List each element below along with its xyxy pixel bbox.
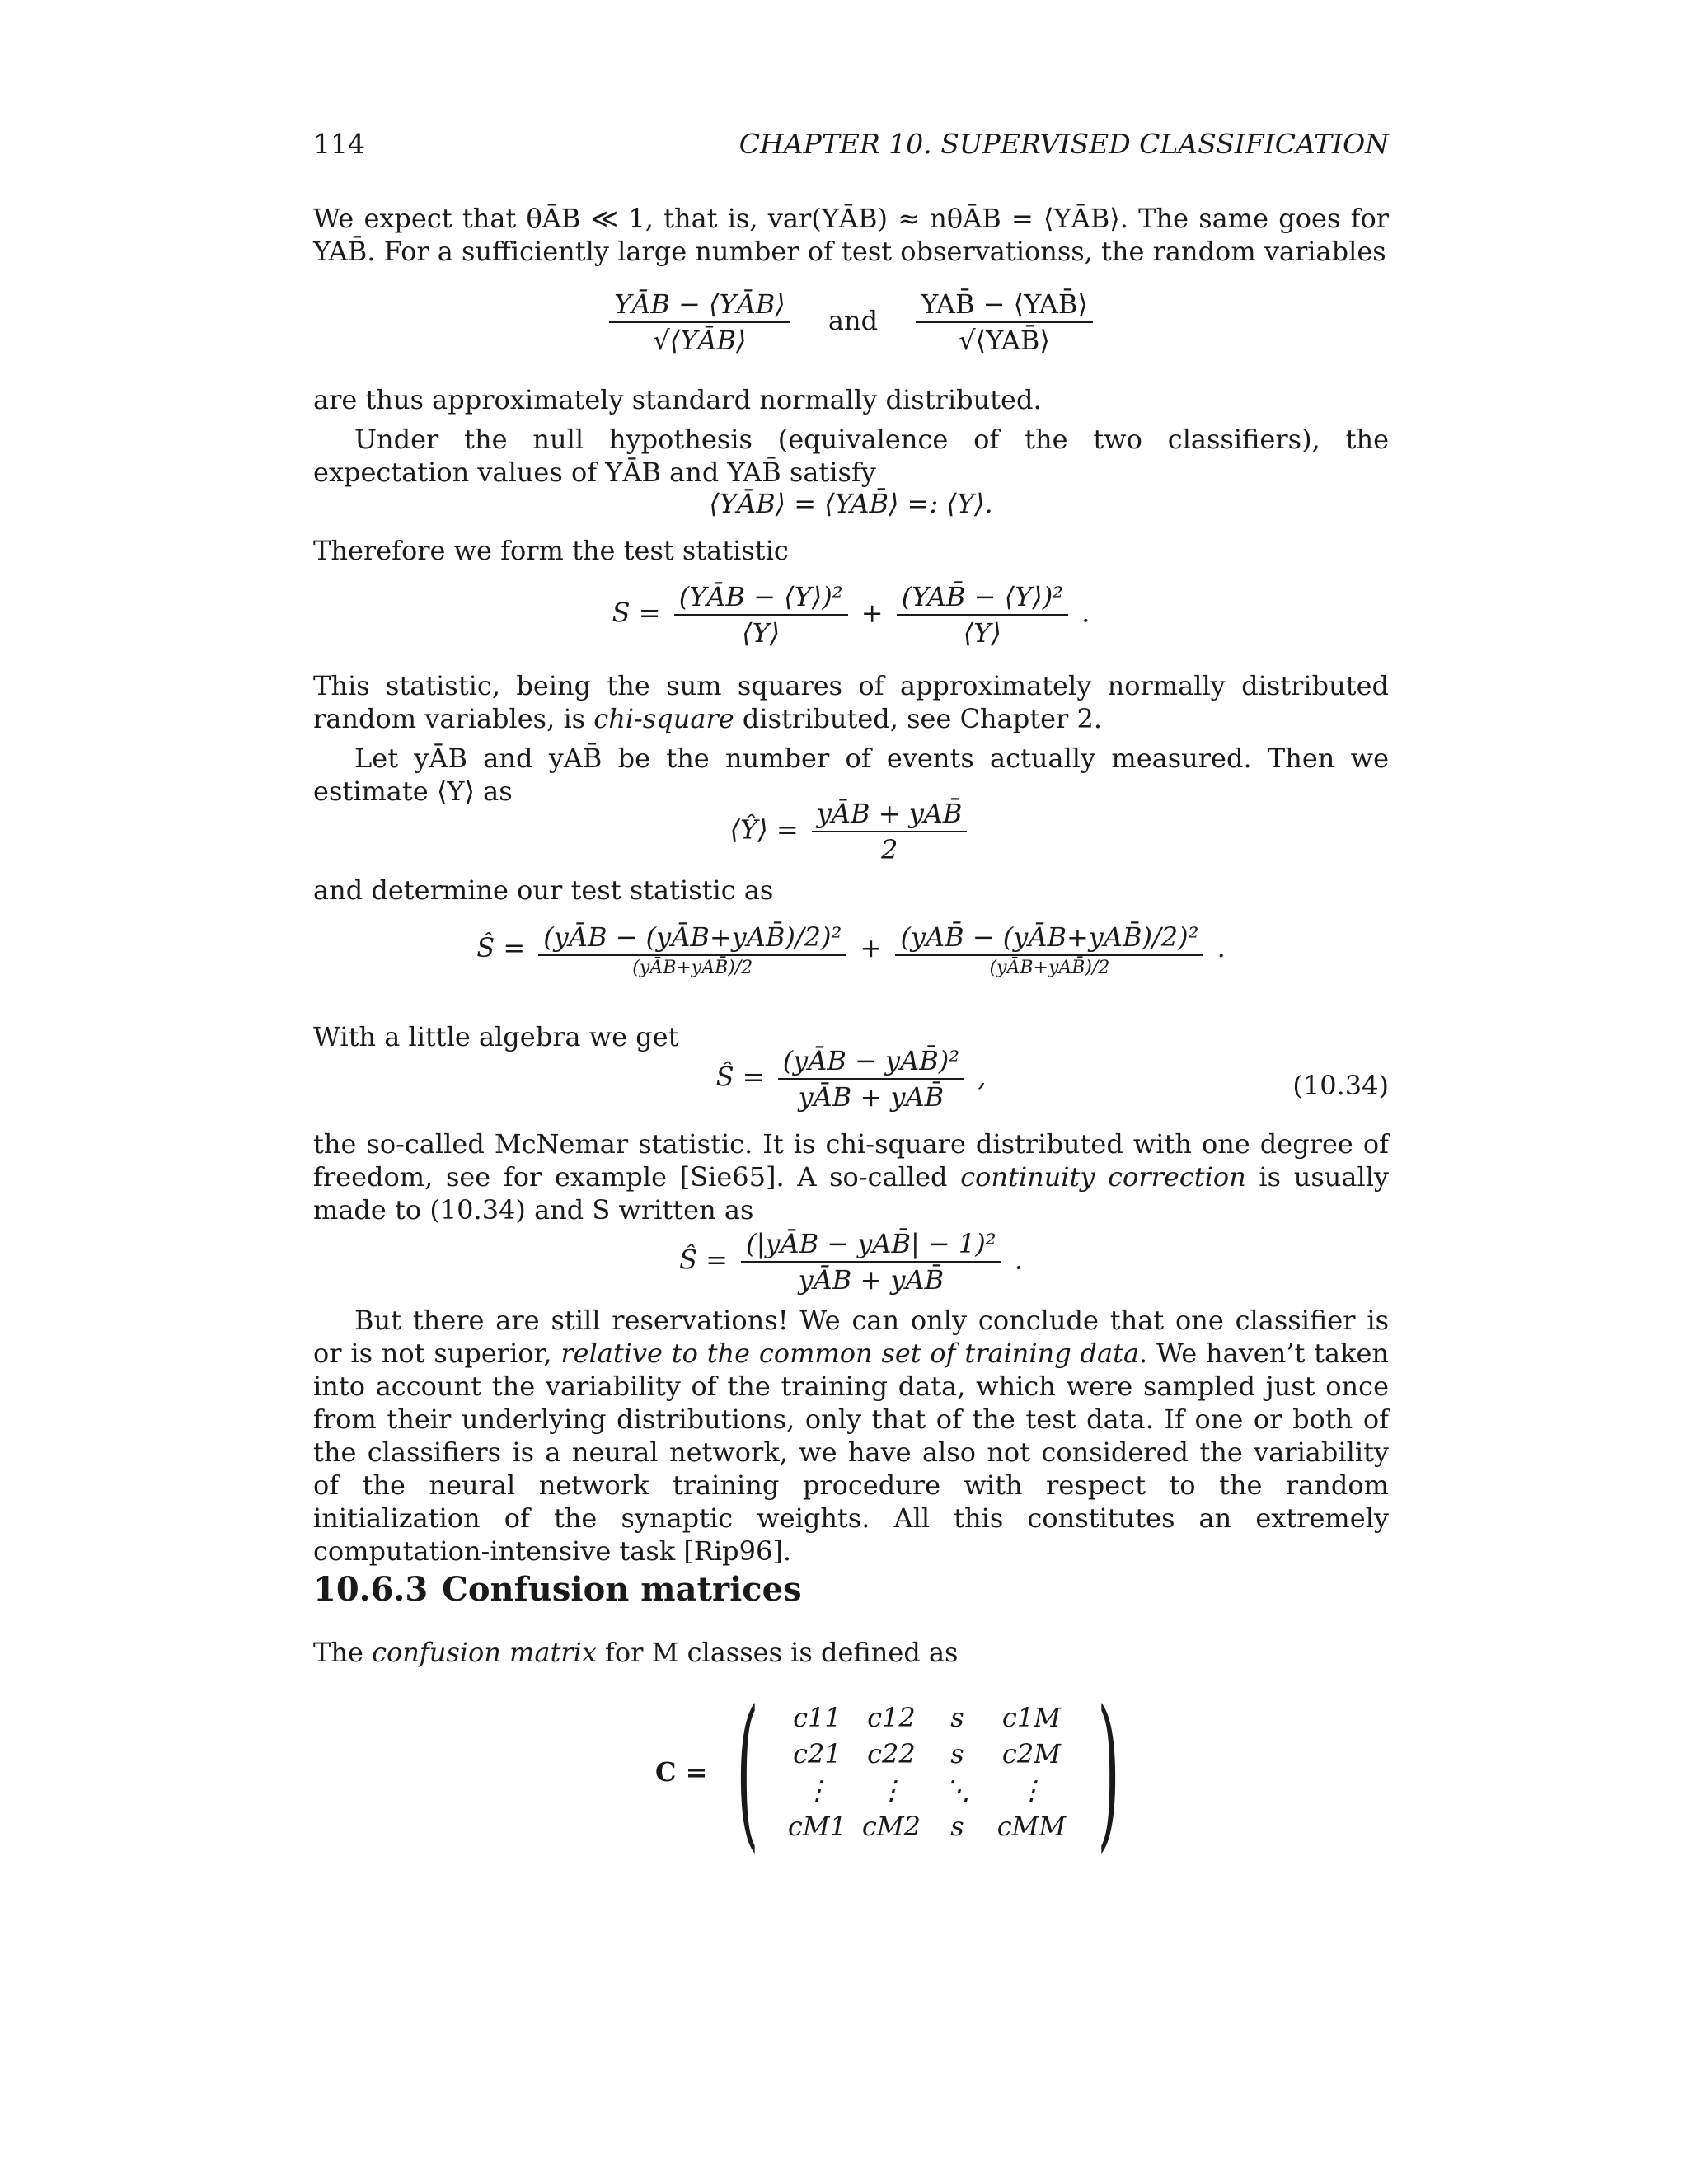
matrix-cell: s	[950, 1702, 964, 1733]
matrix-cell: ⋱	[944, 1774, 971, 1806]
eq6-lhs: Ŝ =	[715, 1061, 765, 1093]
p11-text-b: for M classes is defined as	[596, 1637, 959, 1668]
eq5-den2: (yĀB+yAB̄)/2	[989, 958, 1110, 978]
equation-s-hat-full	[313, 921, 1389, 978]
p11-text-a: The	[313, 1637, 373, 1668]
p10-text-b: . We haven’t taken into account the variability of the training data, which were sampled just once from their underlying distributions, only that of the test data. If one or both of the classifiers is a neural network, we have also not considered the variability of the neural network training procedure with respect to the random initialization of the synaptic weights. All this constitutes an extremely computation-intensive task [Rip96].	[313, 1338, 1390, 1567]
matrix-cell: s	[950, 1738, 964, 1769]
eq3-plus: +	[860, 597, 884, 629]
section-title: Confusion matrices	[442, 1570, 802, 1609]
eq3-den2: ⟨Y⟩	[963, 617, 1001, 649]
p5-text-a: This statistic, being the sum squares of approximately normally distributed random variables, is	[313, 670, 1389, 734]
eq5-frac1	[538, 921, 846, 978]
equation-number: (10.34)	[1292, 1070, 1389, 1101]
running-head: CHAPTER 10. SUPERVISED CLASSIFICATION	[738, 128, 1389, 160]
eq5-plus: +	[860, 932, 883, 963]
equation-continuity	[313, 1228, 1389, 1296]
fraction-right	[916, 288, 1093, 356]
equation-expectation: ⟨YĀB⟩ = ⟨YAB̄⟩ =: ⟨Y⟩.	[709, 488, 993, 519]
paragraph-7: and determine our test statistic as	[313, 874, 774, 906]
paragraph-3: Under the null hypothesis (equivalence of the two classifiers), the expectation values of YĀB and YAB̄ satisfy	[313, 424, 1389, 488]
left-paren: (	[736, 1675, 760, 1868]
matrix-cell: ⋮	[1018, 1774, 1045, 1806]
p9-emph: continuity correction	[960, 1161, 1246, 1193]
eq6-end: ,	[978, 1061, 987, 1093]
paragraph-1: We expect that θĀB ≪ 1, that is, var(YĀB) ≈ nθĀB = ⟨YĀB⟩. The same goes for YAB̄. For a sufficiently large number of test observationss, the random variables	[313, 203, 1389, 267]
eq7-lhs: Ŝ =	[679, 1244, 728, 1276]
matrix-cell: cM1	[787, 1811, 846, 1842]
paragraph-2: are thus approximately standard normally distributed.	[313, 384, 1042, 415]
matrix-cell: c1M	[1001, 1702, 1061, 1733]
frac-left-num: YĀB − ⟨YĀB⟩	[609, 288, 790, 323]
paragraph-8: With a little algebra we get	[313, 1021, 679, 1052]
matrix-cell: ⋮	[804, 1774, 831, 1806]
right-paren: )	[1097, 1675, 1121, 1868]
eq7-num: (|yĀB − yAB̄| − 1)²	[741, 1228, 1001, 1263]
eq4-num: yĀB + yAB̄	[812, 798, 968, 832]
eq6-num: (yĀB − yAB̄)²	[778, 1045, 964, 1080]
matrix-cell: cM2	[861, 1811, 921, 1842]
section-heading	[313, 1570, 802, 1609]
eq7-end: .	[1014, 1244, 1023, 1276]
p9-text-a: the so-called McNemar statistic. It is chi-square distributed with one degree of freedom, see for example [Sie65]. A so-called	[313, 1128, 1389, 1193]
matrix-cell: c22	[867, 1738, 916, 1769]
p5-text-b: distributed, see Chapter 2.	[734, 703, 1103, 734]
matrix-lhs: C =	[655, 1756, 708, 1788]
paragraph-5	[313, 669, 1389, 735]
eq4-den: 2	[880, 834, 898, 865]
matrix-cell: c12	[867, 1702, 916, 1733]
eq3-num1: (YĀB − ⟨Y⟩)²	[674, 581, 848, 616]
and-word: and	[828, 304, 879, 336]
confusion-matrix	[655, 1675, 1141, 1868]
section-number: 10.6.3	[313, 1570, 429, 1609]
matrix-grid	[780, 1702, 1076, 1842]
eq7-frac	[741, 1228, 1001, 1296]
matrix-cell: cMM	[996, 1811, 1067, 1842]
eq5-frac2	[895, 921, 1203, 978]
p5-emph: chi-square	[593, 703, 734, 734]
eq3-frac1	[674, 581, 848, 649]
eq4-frac	[812, 798, 968, 865]
equation-test-statistic	[313, 581, 1389, 649]
eq7-den: yĀB + yAB̄	[798, 1264, 945, 1296]
page-number: 114	[313, 128, 365, 160]
p10-text-a: But there are still reservations! We can only conclude that one classifier is or is not superior,	[313, 1305, 1389, 1369]
page-header	[313, 128, 1389, 160]
eq5-num2: (yAB̄ − (yĀB+yAB̄)/2)²	[895, 921, 1203, 956]
frac-right-num: YAB̄ − ⟨YAB̄⟩	[916, 288, 1093, 323]
p11-emph: confusion matrix	[372, 1637, 597, 1668]
matrix-cell: c11	[793, 1702, 842, 1733]
paragraph-10	[313, 1304, 1389, 1568]
eq3-end: .	[1081, 597, 1090, 629]
equation-standardized	[313, 288, 1389, 356]
p9-text-b: is usually made to (10.34) and S written as	[313, 1161, 1390, 1226]
eq3-frac2	[897, 581, 1068, 649]
equation-estimate	[313, 798, 1389, 865]
paragraph-11	[313, 1636, 1389, 1669]
paragraph-6: Let yĀB and yAB̄ be the number of events actually measured. Then we estimate ⟨Y⟩ as	[313, 743, 1389, 807]
matrix-cell: s	[950, 1811, 964, 1842]
equation-mcnemar	[313, 1045, 1389, 1113]
frac-right-den: √⟨YAB̄⟩	[959, 325, 1050, 356]
eq6-den: yĀB + yAB̄	[798, 1081, 945, 1113]
p10-emph: relative to the common set of training data	[560, 1338, 1140, 1369]
eq3-den1: ⟨Y⟩	[742, 617, 781, 649]
eq5-den1: (yĀB+yAB̄)/2	[632, 958, 753, 978]
eq3-lhs: S =	[612, 597, 661, 629]
matrix-cell: c21	[793, 1738, 842, 1769]
frac-left-den: √⟨YĀB⟩	[653, 325, 747, 356]
eq3-num2: (YAB̄ − ⟨Y⟩)²	[897, 581, 1068, 616]
matrix-cell: ⋮	[878, 1774, 905, 1806]
eq5-num1: (yĀB − (yĀB+yAB̄)/2)²	[538, 921, 846, 956]
eq5-lhs: Ŝ =	[476, 932, 526, 963]
matrix-cell: c2M	[1001, 1738, 1061, 1769]
paragraph-4: Therefore we form the test statistic	[313, 535, 789, 566]
fraction-left	[609, 288, 790, 356]
eq5-end: .	[1217, 932, 1226, 963]
eq6-frac	[778, 1045, 964, 1113]
paragraph-9	[313, 1127, 1389, 1226]
eq4-lhs: ⟨Ŷ⟩ =	[729, 813, 799, 846]
